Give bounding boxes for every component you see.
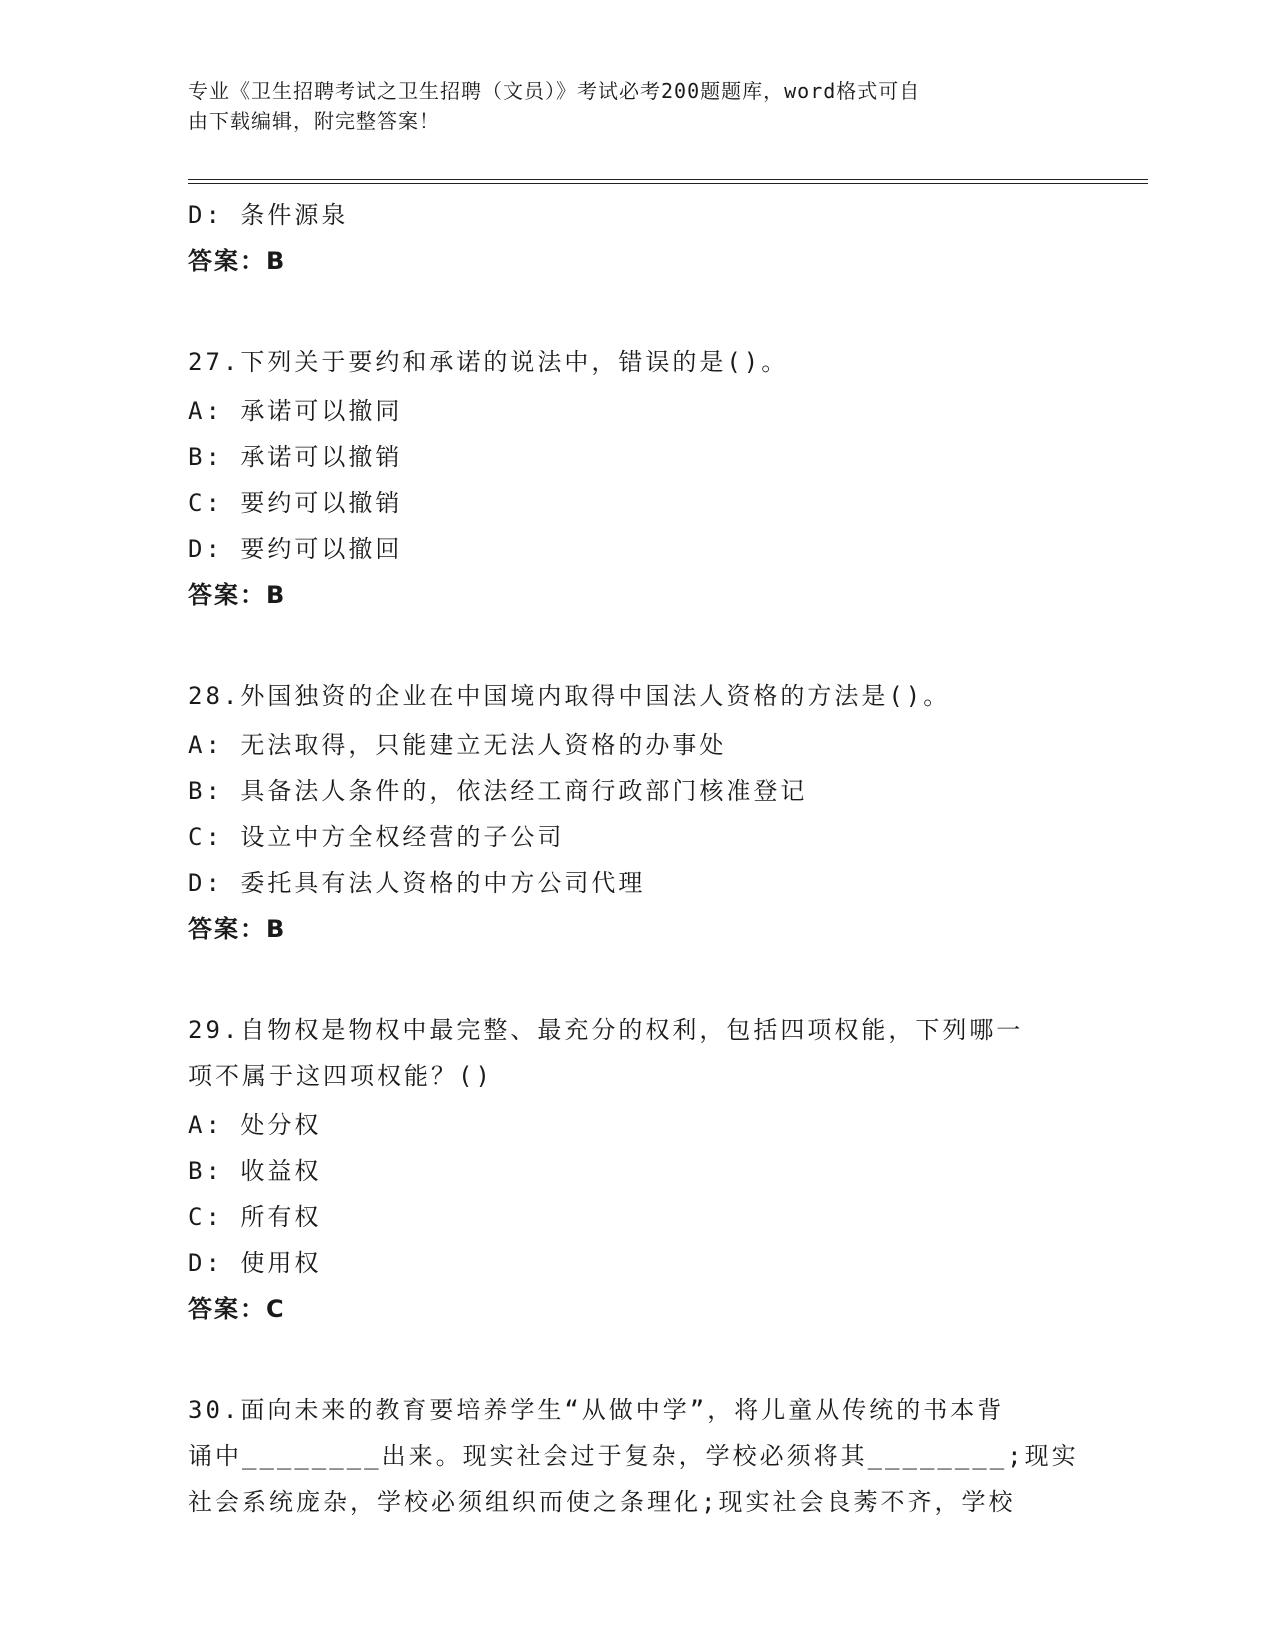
option-c: C: 设立中方全权经营的子公司 — [188, 823, 565, 851]
answer-line: 答案：C — [188, 1295, 286, 1323]
header-divider-thick — [188, 179, 1148, 180]
header-line-2: 由下载编辑，附完整答案！ — [188, 109, 440, 133]
header-line-1: 专业《卫生招聘考试之卫生招聘（文员）》考试必考200题题库，word格式可自 — [188, 79, 921, 103]
option-a: A: 承诺可以撤同 — [188, 397, 403, 425]
option-c: C: 要约可以撤销 — [188, 489, 403, 517]
question-stem: 27.下列关于要约和承诺的说法中，错误的是()。 — [188, 348, 789, 376]
option-b: B: 具备法人条件的，依法经工商行政部门核准登记 — [188, 777, 808, 805]
question-list — [188, 192, 1088, 1528]
option-d: D: 使用权 — [188, 1249, 322, 1277]
question-28 — [188, 676, 1088, 952]
option-a: A: 处分权 — [188, 1111, 322, 1139]
question-30 — [188, 1390, 1088, 1528]
question-stem: 29.自物权是物权中最完整、最充分的权利，包括四项权能，下列哪一 — [188, 1016, 1024, 1044]
option-d: D: 要约可以撤回 — [188, 535, 403, 563]
option-d: D: 委托具有法人资格的中方公司代理 — [188, 869, 646, 897]
option-b: B: 承诺可以撤销 — [188, 443, 403, 471]
question-stem: 30.面向未来的教育要培养学生“从做中学”，将儿童从传统的书本背 — [188, 1396, 1005, 1424]
question-stem-continued: 项不属于这四项权能？() — [188, 1062, 493, 1090]
question-29 — [188, 1010, 1088, 1332]
option-c: C: 所有权 — [188, 1203, 322, 1231]
question-27 — [188, 342, 1088, 618]
answer-line: 答案：B — [188, 581, 287, 609]
option-b: B: 收益权 — [188, 1157, 322, 1185]
question-stem-continued: 诵中________出来。现实社会过于复杂，学校必须将其________;现实 — [188, 1442, 1079, 1470]
previous-question-tail — [188, 192, 1088, 284]
question-stem: 28.外国独资的企业在中国境内取得中国法人资格的方法是()。 — [188, 682, 951, 710]
option-d: D: 条件源泉 — [188, 201, 349, 229]
page-header — [188, 76, 1068, 136]
option-a: A: 无法取得，只能建立无法人资格的办事处 — [188, 731, 727, 759]
answer-line: 答案：B — [188, 247, 287, 275]
answer-line: 答案：B — [188, 915, 287, 943]
header-divider-thin — [188, 183, 1148, 184]
question-stem-continued: 社会系统庞杂，学校必须组织而使之条理化;现实社会良莠不齐，学校 — [188, 1488, 1016, 1516]
